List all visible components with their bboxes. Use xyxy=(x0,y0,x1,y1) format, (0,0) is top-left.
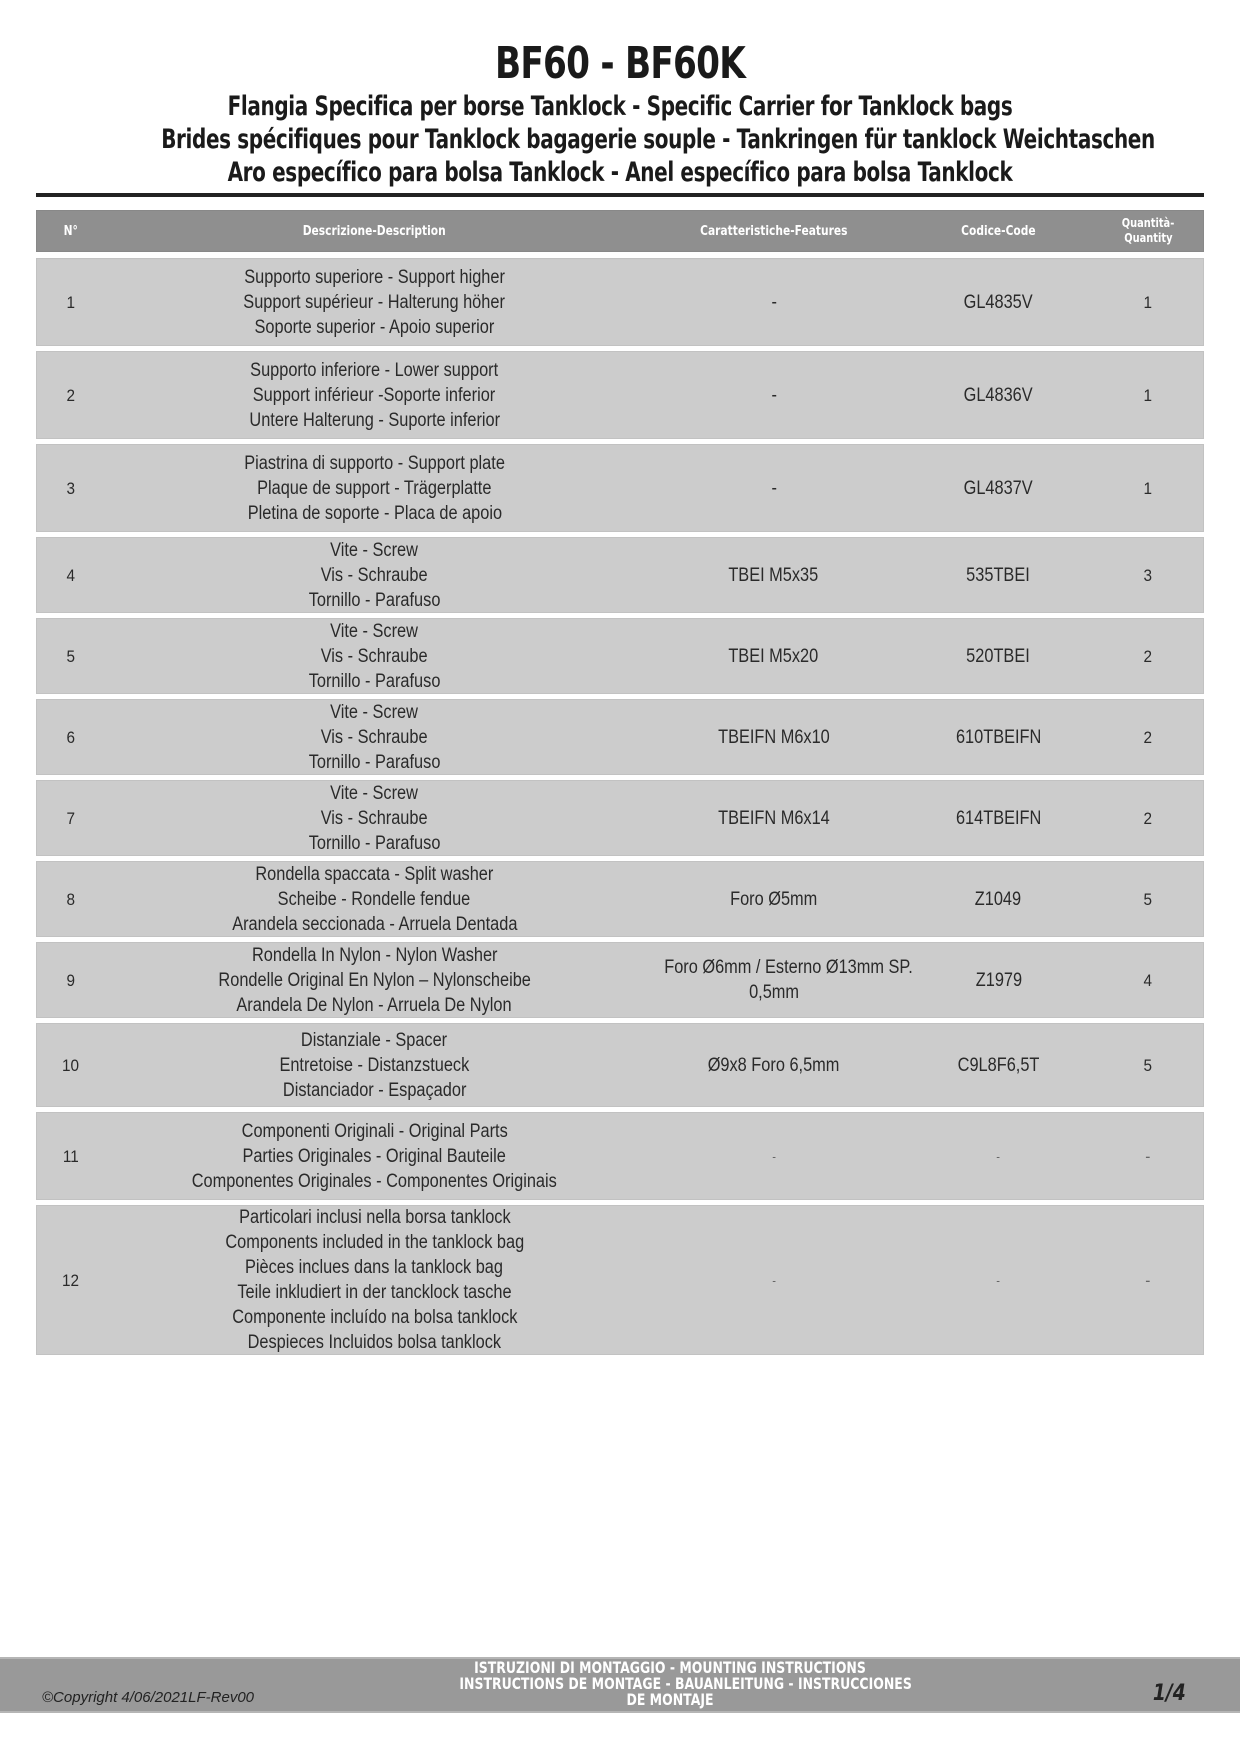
cell-number: 11 xyxy=(62,1146,79,1166)
page-footer xyxy=(0,1657,1240,1713)
cell-description xyxy=(105,700,644,775)
description-line: Components included in the tanklock bag xyxy=(224,1232,524,1253)
cell-number: 9 xyxy=(66,970,76,990)
description-line: Scheibe - Rondelle fendue xyxy=(278,888,471,910)
cell-number: 10 xyxy=(62,1055,80,1075)
table-row xyxy=(36,1112,1204,1200)
mounting-instructions-label xyxy=(400,1660,940,1708)
features-line: Foro Ø5mm xyxy=(730,888,818,910)
table-row xyxy=(36,1205,1204,1355)
description-line: Untere Halterung - Suporte inferior xyxy=(249,409,500,431)
parts-table xyxy=(36,210,1204,1360)
cell-description xyxy=(105,538,644,613)
description-line: Tornillo - Parafuso xyxy=(308,670,441,692)
cell-code: 535TBEI xyxy=(966,564,1031,586)
description-line: Supporto inferiore - Lower support xyxy=(250,359,499,381)
cell-number: 3 xyxy=(66,478,76,498)
cell-number: 4 xyxy=(66,565,76,585)
cell-code: - xyxy=(996,1149,1001,1164)
description-line: Support inférieur -Soporte inferior xyxy=(253,384,496,406)
table-header-row xyxy=(36,210,1204,252)
header-code: Codice-Code xyxy=(961,223,1036,239)
document-subtitle: Flangia Specifica per borse Tanklock - Specific Carrier for Tanklock bags xyxy=(227,91,1013,122)
cell-code: GL4837V xyxy=(963,477,1033,499)
header-quantity: Quantità- Quantity xyxy=(1121,216,1175,245)
features-line: - xyxy=(771,1273,776,1288)
document-subtitle: Aro específico para bolsa Tanklock - Anel específico para bolsa Tanklock xyxy=(227,157,1013,188)
cell-quantity: 1 xyxy=(1143,478,1153,498)
table-row xyxy=(36,861,1204,937)
cell-code: GL4836V xyxy=(963,384,1033,406)
features-line: - xyxy=(771,291,777,313)
cell-code: 614TBEIFN xyxy=(955,807,1042,829)
features-line: TBEI M5x35 xyxy=(728,564,819,586)
description-line: Componentes Originales - Componentes Originais xyxy=(191,1170,557,1192)
description-line: Tornillo - Parafuso xyxy=(308,589,441,611)
description-line: Componente incluído na bolsa tanklock xyxy=(231,1307,518,1328)
description-line: Pletina de soporte - Placa de apoio xyxy=(247,502,502,524)
description-line: Vis - Schraube xyxy=(320,645,428,667)
description-line: Plaque de support - Trägerplatte xyxy=(257,477,492,499)
description-line: Vite - Screw xyxy=(330,539,419,561)
cell-quantity: 2 xyxy=(1143,808,1153,828)
document-title: BF60 - BF60K xyxy=(494,38,746,89)
table-row xyxy=(36,618,1204,694)
features-line: Ø9x8 Foro 6,5mm xyxy=(707,1054,840,1076)
cell-features xyxy=(644,955,913,1005)
table-row xyxy=(36,942,1204,1018)
cell-features xyxy=(644,806,904,831)
cell-number: 7 xyxy=(66,808,76,828)
features-line: - xyxy=(771,477,777,499)
description-line: Componenti Originali - Original Parts xyxy=(241,1120,508,1142)
cell-code: C9L8F6,5T xyxy=(957,1054,1040,1076)
description-line: Vite - Screw xyxy=(330,782,419,804)
features-line: TBEIFN M6x14 xyxy=(717,807,830,829)
cell-number: 8 xyxy=(66,889,76,909)
features-line: TBEIFN M6x10 xyxy=(717,726,830,748)
header-features: Caratteristiche-Features xyxy=(700,223,848,239)
instructions-line: INSTRUCTIONS DE MONTAGE - BAUANLEITUNG - INSTRUCCIONES xyxy=(459,1674,912,1693)
description-line: Teile inkludiert in der tancklock tasche xyxy=(237,1282,512,1303)
copyright-text: ©Copyright 4/06/2021LF-Rev00 xyxy=(42,1689,255,1706)
description-line: Pièces inclues dans la tanklock bag xyxy=(245,1257,504,1278)
cell-features xyxy=(644,887,904,912)
cell-number: 12 xyxy=(62,1270,80,1290)
cell-code: Z1979 xyxy=(975,969,1022,991)
cell-quantity: 5 xyxy=(1143,1055,1153,1075)
features-line: - xyxy=(771,1149,776,1164)
cell-quantity: 5 xyxy=(1143,889,1153,909)
cell-quantity: 1 xyxy=(1143,292,1153,312)
description-line: Despieces Incluidos bolsa tanklock xyxy=(247,1332,502,1353)
cell-number: 1 xyxy=(66,292,76,312)
description-line: Rondella spaccata - Split washer xyxy=(255,863,494,885)
header-description: Descrizione-Description xyxy=(302,223,446,239)
description-line: Tornillo - Parafuso xyxy=(308,751,441,773)
cell-quantity: 1 xyxy=(1143,385,1153,405)
table-row xyxy=(36,351,1204,439)
cell-features xyxy=(644,383,904,408)
features-line: TBEI M5x20 xyxy=(728,645,819,667)
table-body xyxy=(36,258,1204,1355)
document-title-block xyxy=(0,38,1240,189)
features-line: - xyxy=(771,384,777,406)
cell-code: 610TBEIFN xyxy=(955,726,1042,748)
cell-features xyxy=(644,1267,904,1293)
cell-description xyxy=(105,265,644,340)
document-subtitle: Brides spécifiques pour Tanklock bagagerie souple - Tankringen für tanklock Weichtaschen xyxy=(161,124,1155,155)
cell-number: 5 xyxy=(66,646,76,666)
cell-features xyxy=(644,563,904,588)
cell-quantity: 2 xyxy=(1143,727,1153,747)
cell-description xyxy=(105,781,644,856)
cell-features xyxy=(644,290,904,315)
cell-description xyxy=(105,1119,644,1194)
title-divider xyxy=(36,193,1204,197)
table-row xyxy=(36,780,1204,856)
description-line: Vite - Screw xyxy=(330,620,419,642)
description-line: Vis - Schraube xyxy=(320,807,428,829)
cell-features xyxy=(644,725,904,750)
cell-features xyxy=(644,1143,904,1169)
cell-description xyxy=(105,1205,644,1355)
description-line: Rondella In Nylon - Nylon Washer xyxy=(251,944,498,966)
cell-quantity: - xyxy=(1145,1270,1151,1290)
description-line: Parties Originales - Original Bauteile xyxy=(242,1145,507,1167)
cell-features xyxy=(644,476,904,501)
table-row xyxy=(36,258,1204,346)
features-line: 0,5mm xyxy=(748,982,799,1003)
description-line: Arandela De Nylon - Arruela De Nylon xyxy=(236,994,512,1016)
cell-code: Z1049 xyxy=(975,888,1022,910)
description-line: Particolari inclusi nella borsa tanklock xyxy=(238,1207,511,1228)
description-line: Vis - Schraube xyxy=(320,726,428,748)
table-row xyxy=(36,537,1204,613)
description-line: Support supérieur - Halterung höher xyxy=(243,291,506,313)
description-line: Piastrina di supporto - Support plate xyxy=(244,452,505,474)
cell-description xyxy=(105,943,644,1018)
cell-quantity: 4 xyxy=(1143,970,1153,990)
cell-features xyxy=(644,644,904,669)
cell-description xyxy=(105,619,644,694)
table-row xyxy=(36,444,1204,532)
header-number: N° xyxy=(63,223,79,239)
instructions-line: DE MONTAJE xyxy=(626,1690,714,1709)
table-row xyxy=(36,699,1204,775)
cell-code: - xyxy=(996,1273,1001,1288)
description-line: Vite - Screw xyxy=(330,701,419,723)
cell-description xyxy=(105,1028,644,1103)
cell-code: GL4835V xyxy=(963,291,1033,313)
cell-features xyxy=(644,1053,904,1078)
features-line: Foro Ø6mm / Esterno Ø13mm SP. xyxy=(663,957,913,978)
cell-description xyxy=(105,451,644,526)
description-line: Supporto superiore - Support higher xyxy=(244,266,505,288)
description-line: Distanciador - Espaçador xyxy=(282,1079,467,1101)
page-number: 1/4 xyxy=(1152,1681,1186,1706)
description-line: Tornillo - Parafuso xyxy=(308,832,441,854)
cell-number: 2 xyxy=(66,385,76,405)
cell-description xyxy=(105,358,644,433)
description-line: Entretoise - Distanzstueck xyxy=(279,1054,470,1076)
description-line: Rondelle Original En Nylon – Nylonscheibe xyxy=(218,969,531,991)
cell-description xyxy=(105,862,644,937)
table-row xyxy=(36,1023,1204,1107)
cell-number: 6 xyxy=(66,727,76,747)
instructions-line: ISTRUZIONI DI MONTAGGIO - MOUNTING INSTRUCTIONS xyxy=(474,1658,866,1677)
cell-quantity: 2 xyxy=(1143,646,1153,666)
cell-quantity: 3 xyxy=(1143,565,1153,585)
description-line: Vis - Schraube xyxy=(320,564,428,586)
description-line: Arandela seccionada - Arruela Dentada xyxy=(231,913,518,935)
description-line: Soporte superior - Apoio superior xyxy=(254,316,495,338)
cell-code: 520TBEI xyxy=(966,645,1031,667)
description-line: Distanziale - Spacer xyxy=(301,1029,448,1051)
cell-quantity: - xyxy=(1145,1146,1151,1166)
